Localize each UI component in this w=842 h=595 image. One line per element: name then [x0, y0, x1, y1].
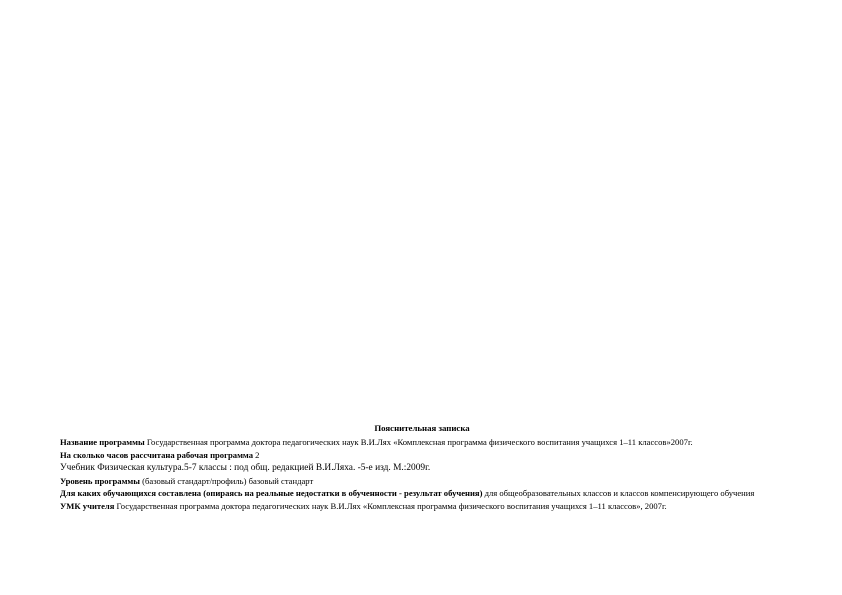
- target-students-text: для общеобразовательных классов и классов компенсирующего обучения: [482, 488, 755, 499]
- program-level-text: (базовый стандарт/профиль) базовый стандарт: [140, 475, 314, 486]
- textbook-paragraph: [60, 463, 784, 473]
- teacher-umk-text: Государственная программа доктора педагогических наук В.И.Лях «Комплексная программа физического воспитания учащихся 1–11 классов», 2007г.: [114, 501, 667, 512]
- target-students-label: Для каких обучающихся составлена (опираясь на реальные недостатки в обученности - результат обучения): [60, 488, 483, 499]
- teacher-umk-label: УМК учителя: [60, 501, 115, 512]
- explanatory-note: [60, 423, 784, 514]
- teacher-umk-paragraph: [60, 501, 784, 511]
- target-students-paragraph: [60, 488, 784, 498]
- hours-value: 2: [253, 450, 260, 460]
- program-name-paragraph: [60, 437, 784, 447]
- program-name-text: Государственная программа доктора педагогических наук В.И.Лях «Комплексная программа физического воспитания учащихся 1–11 классов»2007г.: [144, 437, 693, 448]
- document-title: Пояснительная записка: [374, 423, 470, 433]
- textbook-text: Учебник Физическая культура.5-7 классы : под общ. редакцией В.И.Ляха. -5-е изд. М.:2009г.: [60, 462, 431, 473]
- program-level-paragraph: [60, 476, 784, 486]
- program-level-label: Уровень программы: [60, 475, 140, 486]
- hours-label: На сколько часов рассчитана рабочая программа: [60, 450, 254, 460]
- program-name-label: Название программы: [60, 437, 145, 448]
- hours-paragraph: [60, 450, 784, 460]
